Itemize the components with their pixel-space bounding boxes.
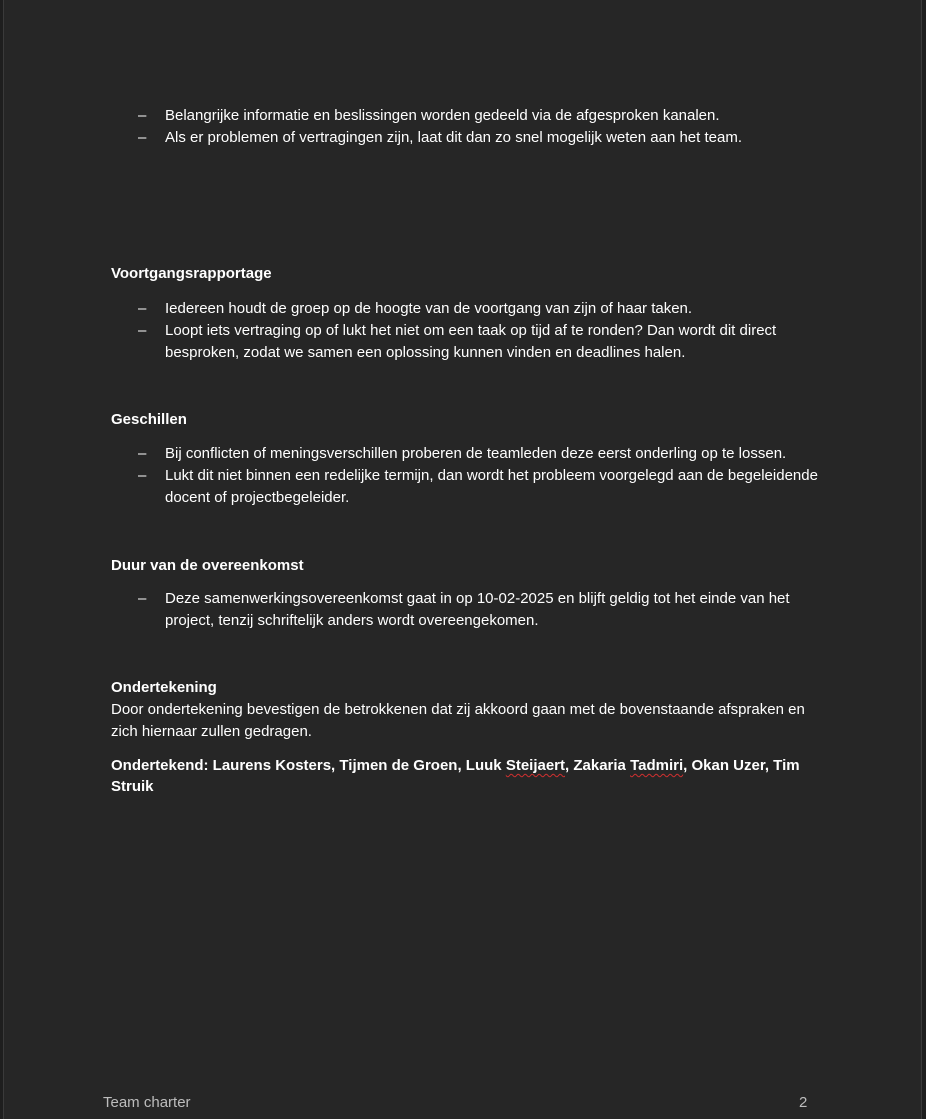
spellcheck-name: Steijaert <box>505 757 566 774</box>
signatories-separator: , Zakaria <box>565 757 631 774</box>
list-item: – Iedereen houdt de groep op de hoogte van de voortgang van zijn of haar taken. <box>111 298 826 320</box>
list-item: – Als er problemen of vertragingen zijn, laat dit dan zo snel mogelijk weten aan het team. <box>111 127 826 149</box>
signatories-prefix: Ondertekend: Laurens Kosters, Tijmen de Groen, Luuk <box>111 757 506 774</box>
progress-list <box>111 298 826 364</box>
footer-title: Team charter <box>103 1094 191 1111</box>
list-item: – Belangrijke informatie en beslissingen worden gedeeld via de afgesproken kanalen. <box>111 105 826 127</box>
page-content <box>111 105 826 797</box>
section-heading-progress: Voortgangsrapportage <box>111 265 272 282</box>
intro-list <box>111 105 826 149</box>
page-number: 2 <box>799 1094 808 1111</box>
list-item: – Loopt iets vertraging op of lukt het niet om een taak op tijd af te ronden? Dan wordt dit direct besproken, zodat we samen een oplossing kunnen vinden en deadlines halen. <box>111 320 826 364</box>
spellcheck-name: Tadmiri <box>630 757 684 774</box>
signatories <box>111 755 826 797</box>
disputes-list <box>111 443 826 509</box>
section-heading-disputes: Geschillen <box>111 411 187 428</box>
signing-text: Door ondertekening bevestigen de betrokkenen dat zij akkoord gaan met de bovenstaande afspraken en zich hiernaar zullen gedragen. <box>111 701 805 740</box>
document-page <box>3 0 922 1119</box>
list-item: – Deze samenwerkingsovereenkomst gaat in op 10-02-2025 en blijft geldig tot het einde van het project, tenzij schriftelijk anders wordt overeengekomen. <box>111 588 826 632</box>
section-heading-duration: Duur van de overeenkomst <box>111 557 304 574</box>
list-item: – Lukt dit niet binnen een redelijke termijn, dan wordt het probleem voorgelegd aan de begeleidende docent of projectbegeleider. <box>111 465 826 509</box>
signatories-suffix: , Okan Uzer, Tim Struik <box>111 757 800 795</box>
list-item: – Bij conflicten of meningsverschillen proberen de teamleden deze eerst onderling op te lossen. <box>111 443 826 465</box>
duration-list <box>111 588 826 632</box>
section-heading-signing: Ondertekening <box>111 679 217 696</box>
